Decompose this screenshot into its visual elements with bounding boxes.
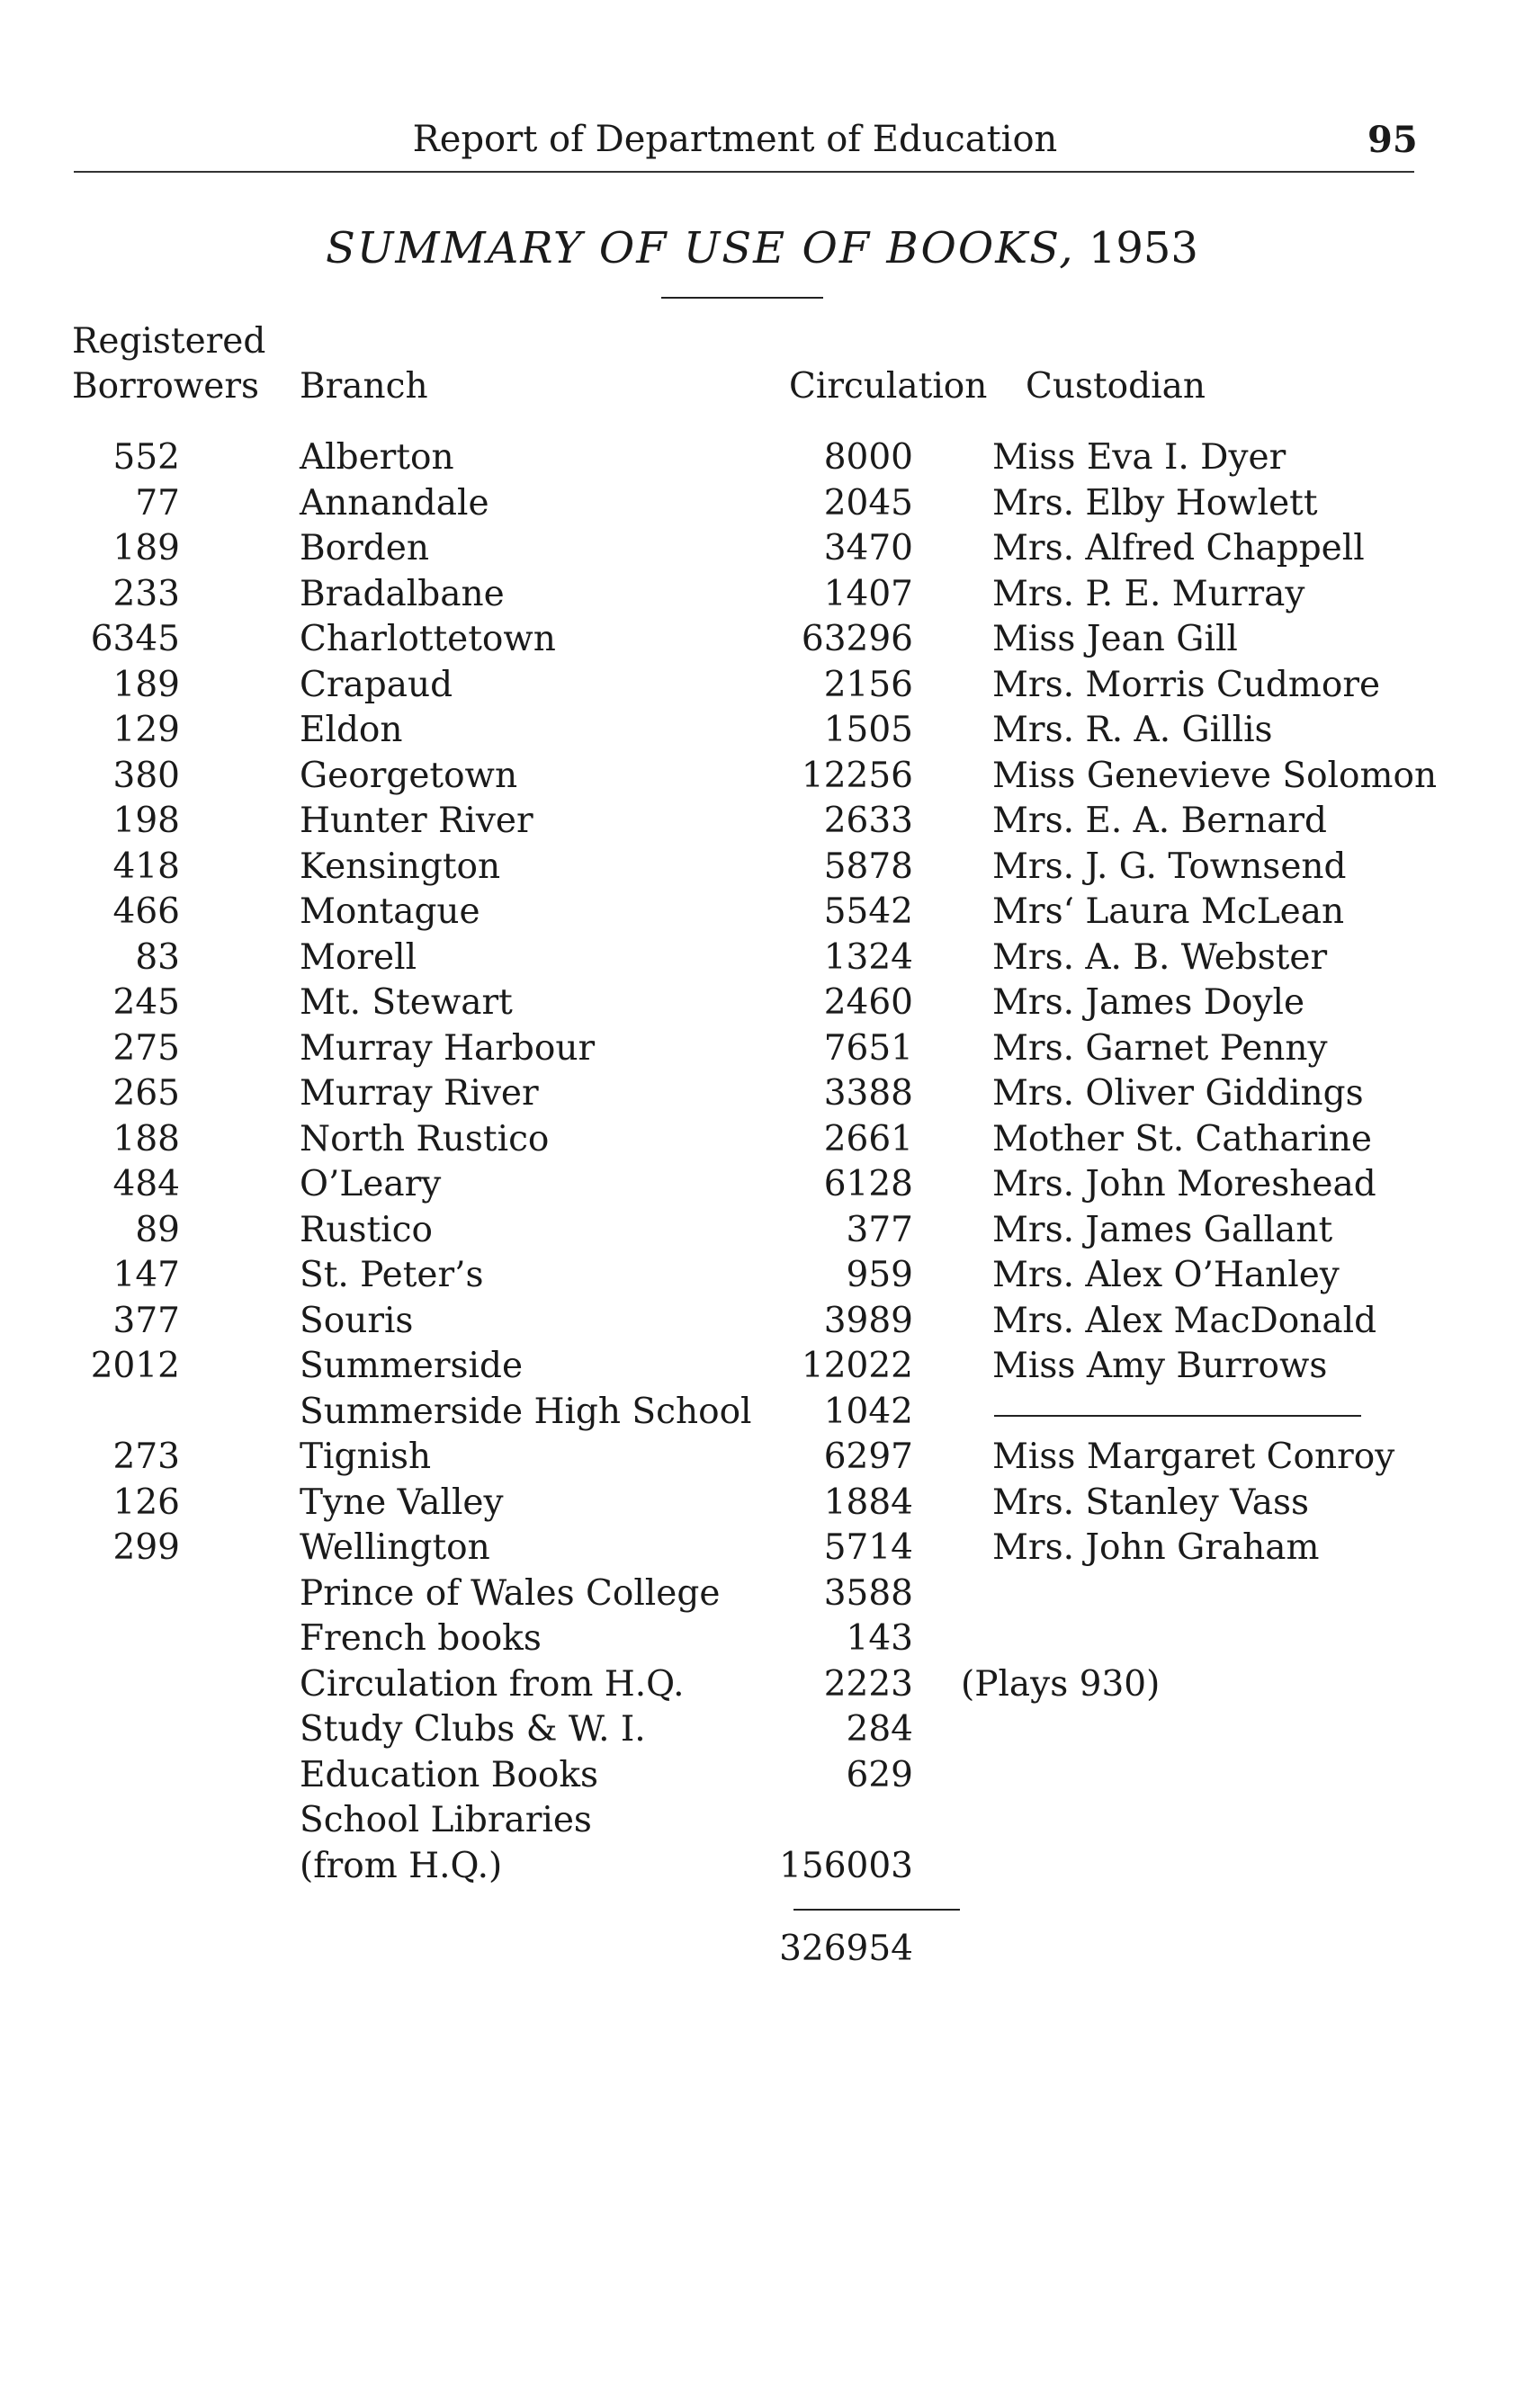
cell-custodian: Mrs. Morris Cudmore [992, 664, 1381, 705]
table-row [0, 1117, 1524, 1163]
cell-borrowers: 83 [135, 936, 180, 978]
cell-branch: Morell [300, 936, 417, 978]
table-row [0, 1026, 1524, 1072]
cell-borrowers: 265 [112, 1073, 180, 1114]
cell-custodian: Mrs. Stanley Vass [992, 1482, 1309, 1523]
cell-borrowers: 275 [112, 1027, 180, 1069]
cell-branch: Tyne Valley [300, 1482, 504, 1523]
cell-circulation: 1884 [823, 1482, 913, 1523]
cell-borrowers: 484 [112, 1164, 180, 1204]
cell-branch: Georgetown [300, 755, 518, 796]
cell-branch: French books [300, 1618, 542, 1659]
cell-branch: Hunter River [300, 801, 533, 841]
cell-circulation: 1505 [823, 710, 913, 750]
custodian-dash [994, 1415, 1361, 1417]
cell-custodian: Mrs. John Moreshead [992, 1164, 1376, 1204]
cell-custodian: (Plays 930) [961, 1663, 1161, 1705]
cell-borrowers: 189 [112, 528, 180, 568]
cell-borrowers: 189 [112, 664, 180, 705]
cell-branch: North Rustico [300, 1118, 550, 1159]
table-row [0, 1481, 1524, 1526]
cell-borrowers: 380 [112, 755, 180, 796]
table-row [0, 1208, 1524, 1254]
cell-custodian: Miss Eva I. Dyer [992, 437, 1286, 478]
cell-branch: Study Clubs & W. I. [300, 1709, 646, 1750]
title-year: 1953 [1088, 223, 1198, 273]
cell-custodian: Mrs. Alfred Chappell [992, 528, 1365, 568]
cell-borrowers: 466 [112, 891, 180, 932]
table-row [0, 1616, 1524, 1662]
cell-custodian: Mrs. J. G. Townsend [992, 846, 1347, 887]
cell-custodian: Mother St. Catharine [992, 1118, 1372, 1159]
table-row [0, 435, 1524, 481]
cell-circulation: 7651 [823, 1027, 913, 1069]
document-title [0, 223, 1524, 273]
cell-borrowers: 552 [112, 437, 180, 478]
table-row [0, 572, 1524, 618]
cell-circulation: 959 [846, 1255, 913, 1295]
cell-branch: Education Books [300, 1754, 599, 1795]
column-header-borrowers [72, 319, 266, 409]
table-row [0, 481, 1524, 527]
cell-custodian: Mrs. Garnet Penny [992, 1027, 1328, 1069]
cell-borrowers: 377 [112, 1300, 180, 1341]
circulation-total: 326954 [779, 1929, 913, 1969]
column-header-circulation: Circulation [789, 366, 988, 407]
cell-circulation: 1042 [823, 1391, 913, 1432]
total-rule [793, 1909, 960, 1911]
cell-branch: Bradalbane [300, 573, 505, 614]
table-row [0, 1798, 1524, 1844]
cell-custodian: Mrs‘ Laura McLean [992, 891, 1345, 932]
cell-borrowers: 89 [135, 1209, 180, 1250]
cell-circulation: 377 [846, 1209, 913, 1250]
cell-borrowers: 147 [112, 1255, 180, 1295]
cell-borrowers: 418 [112, 846, 180, 887]
cell-branch: Prince of Wales College [300, 1572, 721, 1614]
cell-branch: Souris [300, 1300, 414, 1341]
cell-branch: School Libraries [300, 1800, 592, 1840]
cell-branch: Borden [300, 528, 429, 568]
column-header-borrowers-line1: Registered [72, 321, 266, 362]
table-row [0, 1571, 1524, 1617]
cell-custodian: Mrs. James Gallant [992, 1209, 1333, 1250]
cell-circulation: 2045 [823, 482, 913, 524]
cell-custodian: Miss Jean Gill [992, 619, 1238, 659]
column-header-borrowers-line2: Borrowers [72, 366, 260, 407]
cell-circulation: 12022 [801, 1346, 913, 1386]
table-row [0, 1526, 1524, 1571]
cell-branch: Summerside High School [300, 1391, 752, 1432]
cell-branch: Kensington [300, 846, 501, 887]
header-rule [74, 171, 1414, 173]
cell-circulation: 2460 [823, 982, 913, 1023]
cell-custodian: Mrs. P. E. Murray [992, 573, 1305, 614]
cell-borrowers: 233 [112, 573, 180, 614]
table-row [0, 663, 1524, 709]
cell-branch: Eldon [300, 710, 403, 750]
table-row [0, 845, 1524, 891]
cell-borrowers: 198 [112, 801, 180, 841]
cell-custodian: Mrs. John Graham [992, 1527, 1320, 1568]
cell-borrowers: 77 [135, 482, 180, 524]
cell-custodian: Miss Margaret Conroy [992, 1437, 1395, 1477]
cell-circulation: 8000 [823, 437, 913, 478]
cell-custodian: Mrs. Alex O’Hanley [992, 1255, 1340, 1295]
cell-borrowers: 126 [112, 1482, 180, 1523]
cell-circulation: 2633 [823, 801, 913, 841]
cell-circulation: 5542 [823, 891, 913, 932]
table-row [0, 617, 1524, 663]
table-row [0, 1253, 1524, 1299]
cell-circulation: 3989 [823, 1300, 913, 1341]
cell-branch: Murray Harbour [300, 1027, 596, 1069]
cell-circulation: 5714 [823, 1527, 913, 1568]
cell-circulation: 2223 [823, 1663, 913, 1705]
cell-circulation: 3388 [823, 1073, 913, 1114]
cell-branch: Circulation from H.Q. [300, 1663, 685, 1705]
table-row [0, 980, 1524, 1026]
cell-circulation: 3588 [823, 1572, 913, 1614]
cell-borrowers: 129 [112, 710, 180, 750]
table-row [0, 1662, 1524, 1708]
cell-circulation: 5878 [823, 846, 913, 887]
cell-borrowers: 6345 [90, 619, 180, 659]
table-row [0, 1344, 1524, 1390]
cell-custodian: Mrs. E. A. Bernard [992, 801, 1327, 841]
cell-circulation: 2661 [823, 1118, 913, 1159]
cell-branch: Summerside [300, 1346, 524, 1386]
cell-circulation: 63296 [801, 619, 913, 659]
cell-branch: St. Peter’s [300, 1255, 484, 1295]
cell-borrowers: 299 [112, 1527, 180, 1568]
table-row [0, 1299, 1524, 1345]
table-row [0, 708, 1524, 754]
cell-custodian: Mrs. R. A. Gillis [992, 710, 1273, 750]
cell-branch: Tignish [300, 1437, 432, 1477]
cell-branch: Rustico [300, 1209, 433, 1250]
cell-custodian: Mrs. A. B. Webster [992, 936, 1328, 978]
cell-branch: O’Leary [300, 1164, 442, 1204]
cell-borrowers: 273 [112, 1437, 180, 1477]
cell-branch: Charlottetown [300, 619, 556, 659]
column-header-branch: Branch [300, 366, 428, 407]
cell-custodian: Mrs. James Doyle [992, 982, 1305, 1023]
table-row [0, 890, 1524, 935]
table-row [0, 1162, 1524, 1208]
cell-branch: Montague [300, 891, 480, 932]
cell-branch: Annandale [300, 482, 489, 524]
page-number: 95 [1367, 119, 1418, 161]
table-row [0, 935, 1524, 981]
cell-circulation: 3470 [823, 528, 913, 568]
title-text: SUMMARY OF USE OF BOOKS, [326, 223, 1075, 273]
cell-circulation: 1407 [823, 573, 913, 614]
cell-branch: Wellington [300, 1527, 490, 1568]
cell-circulation: 156003 [779, 1845, 913, 1886]
cell-circulation: 143 [846, 1618, 913, 1659]
cell-custodian: Mrs. Oliver Giddings [992, 1073, 1364, 1114]
table-row [0, 1707, 1524, 1753]
table-row [0, 1435, 1524, 1481]
cell-custodian: Miss Genevieve Solomon [992, 755, 1438, 796]
table-row [0, 799, 1524, 845]
table-row [0, 526, 1524, 572]
cell-custodian: Mrs. Elby Howlett [992, 482, 1318, 524]
table-row [0, 1844, 1524, 1890]
cell-branch: (from H.Q.) [300, 1845, 503, 1886]
column-header-custodian: Custodian [1026, 366, 1206, 407]
cell-branch: Murray River [300, 1073, 539, 1114]
cell-borrowers: 245 [112, 982, 180, 1023]
title-rule [661, 297, 823, 299]
cell-custodian: Miss Amy Burrows [992, 1346, 1328, 1386]
cell-borrowers: 188 [112, 1118, 180, 1159]
cell-branch: Crapaud [300, 664, 453, 705]
cell-circulation: 2156 [823, 664, 913, 705]
cell-branch: Mt. Stewart [300, 982, 513, 1023]
summary-table [0, 435, 1524, 1889]
cell-custodian: Mrs. Alex MacDonald [992, 1300, 1377, 1341]
cell-circulation: 284 [846, 1709, 913, 1750]
running-header: Report of Department of Education [412, 119, 1058, 160]
table-row [0, 1071, 1524, 1117]
table-row [0, 754, 1524, 800]
cell-circulation: 629 [846, 1754, 913, 1795]
table-row [0, 1390, 1524, 1436]
cell-branch: Alberton [300, 437, 454, 478]
cell-circulation: 12256 [801, 755, 913, 796]
table-row [0, 1753, 1524, 1799]
cell-circulation: 1324 [823, 936, 913, 978]
cell-borrowers: 2012 [90, 1346, 180, 1386]
cell-circulation: 6128 [823, 1164, 913, 1204]
cell-circulation: 6297 [823, 1437, 913, 1477]
